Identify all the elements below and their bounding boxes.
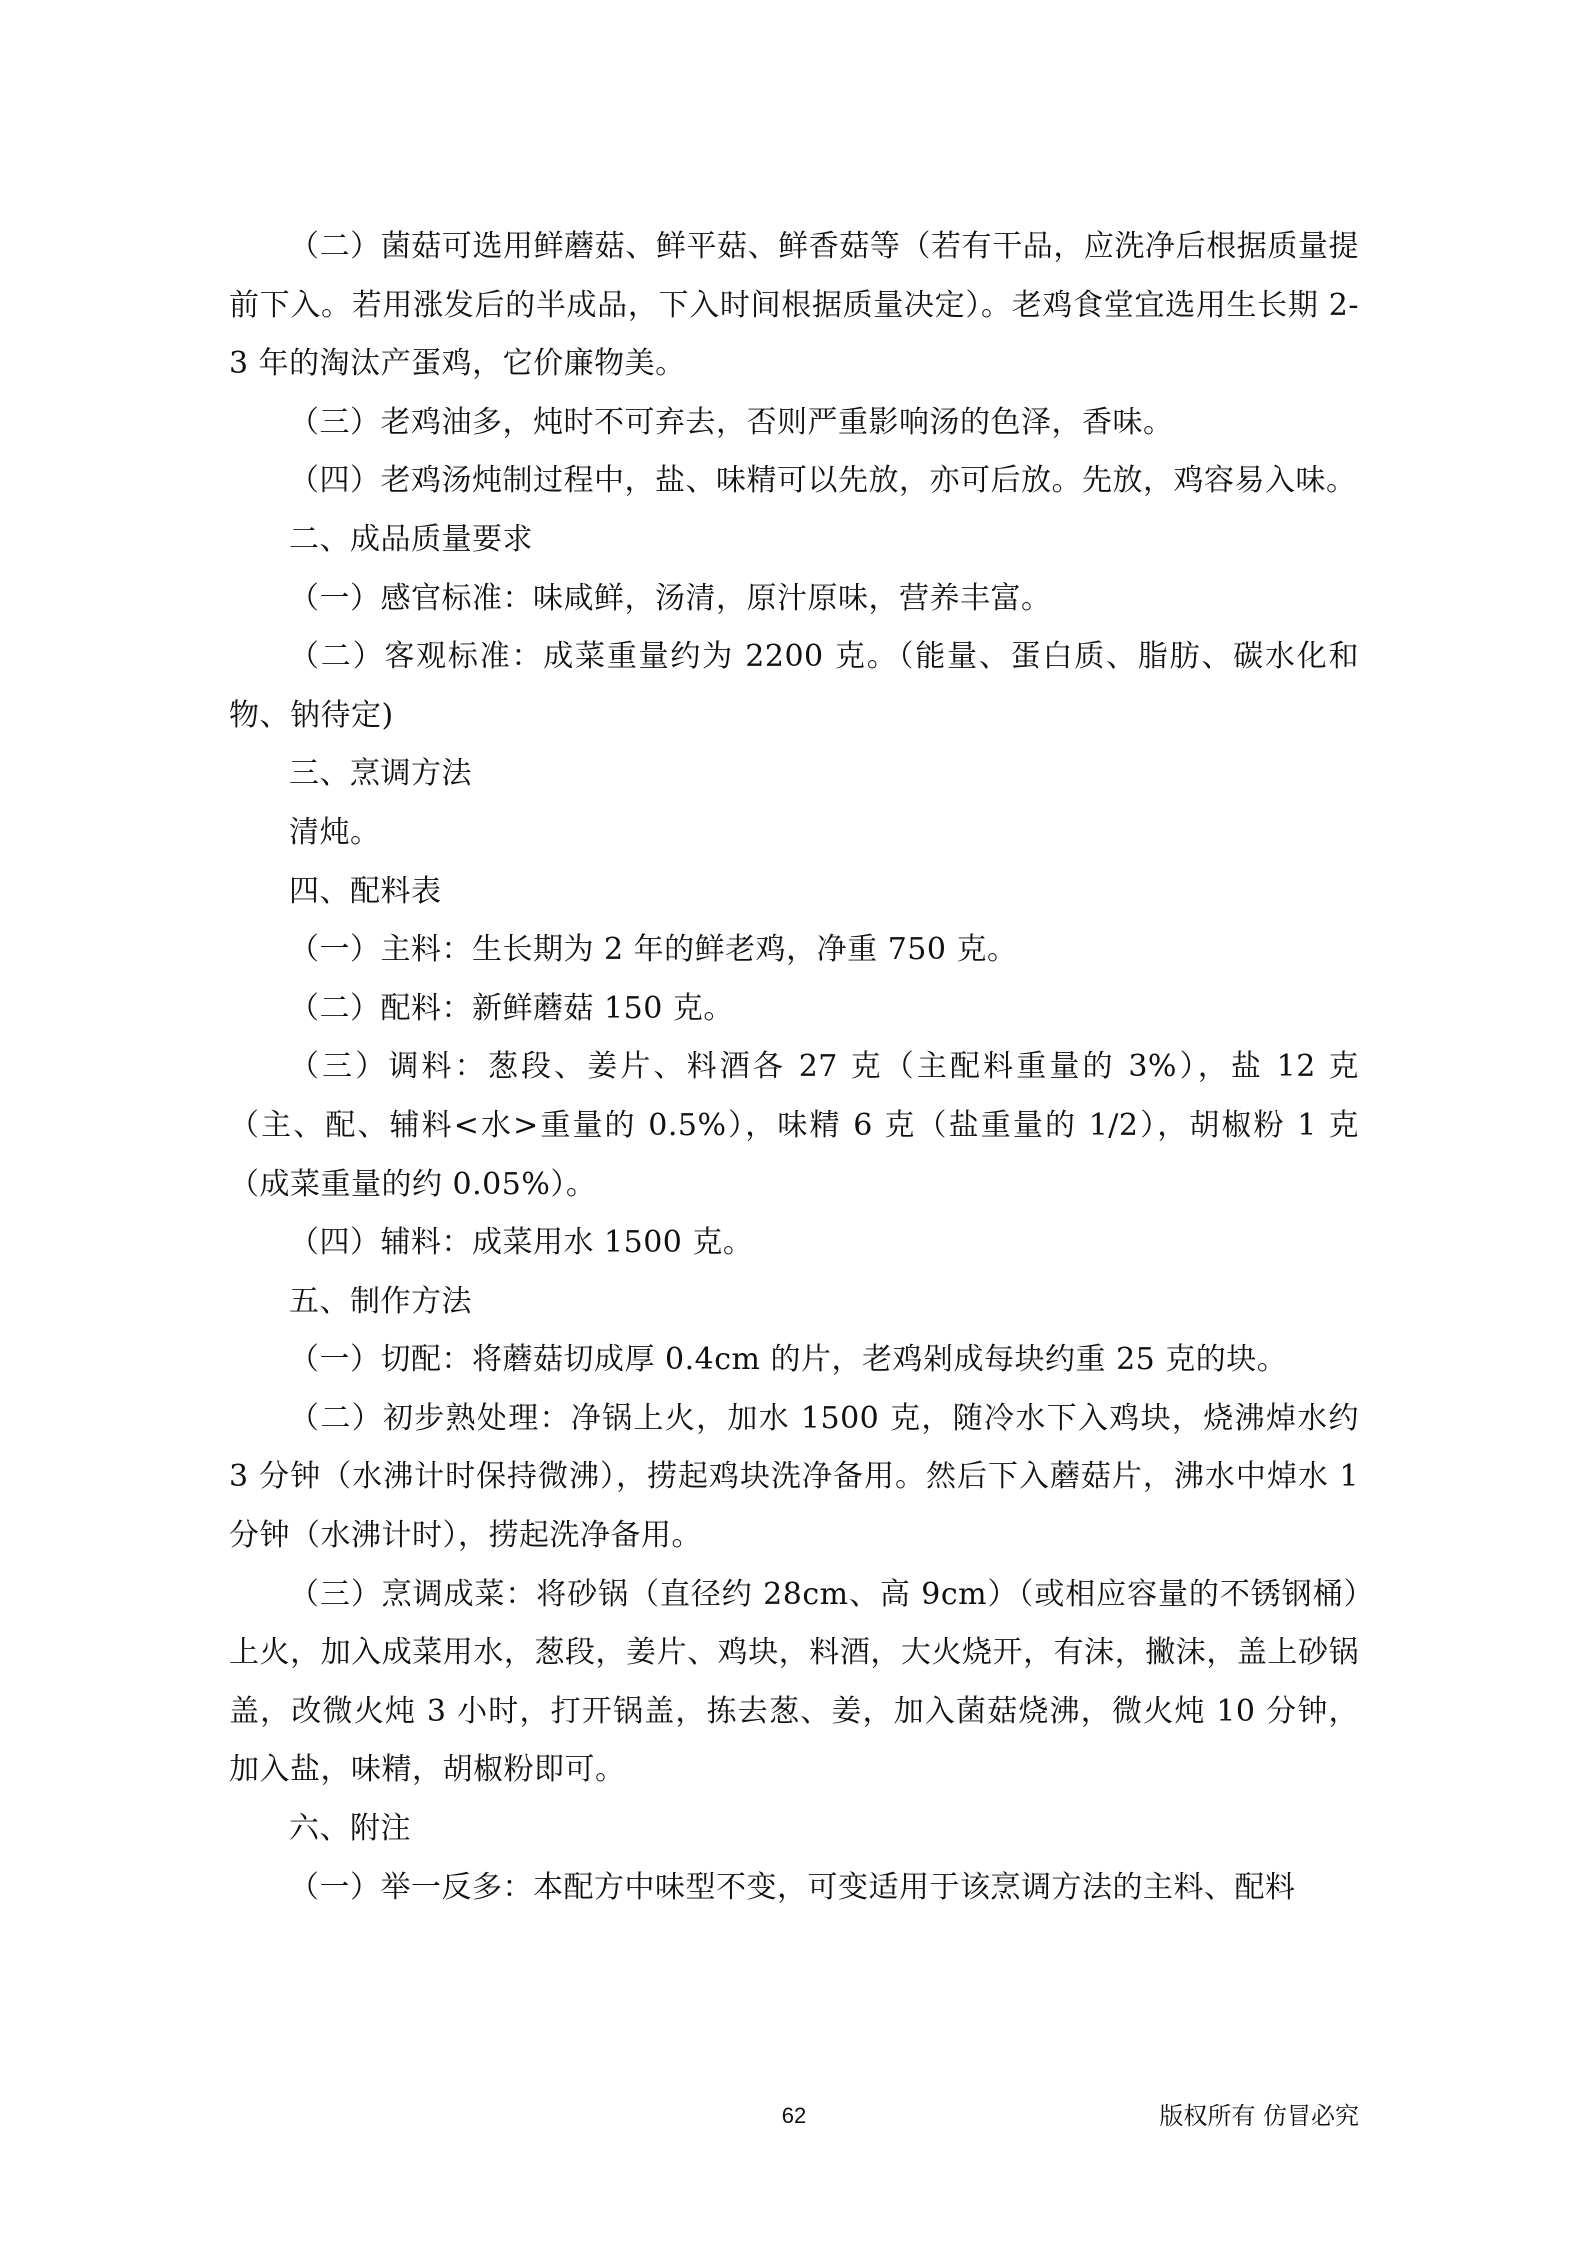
paragraph-stewing: （三）烹调成菜：将砂锅（直径约 28cm、高 9cm）（或相应容量的不锈钢桶）上火，加入成菜用水，葱段，姜片、鸡块，料酒，大火烧开，有沫，撇沫，盖上砂锅盖，改微火炖 3 小时，打开锅盖，拣去葱、姜，加入菌菇烧沸，微火炖 10 分钟，加入盐，味精，胡椒粉即可。 — [229, 1576, 1359, 1788]
section-heading-ingredients: 四、配料表 — [289, 873, 442, 909]
copyright-notice: 版权所有 仿冒必究 — [1159, 2102, 1359, 2130]
paragraph-blanching: （二）初步熟处理：净锅上火，加水 1500 克，随冷水下入鸡块，烧沸焯水约 3 分钟（水沸计时保持微沸），捞起鸡块洗净备用。然后下入蘑菇片，沸水中焯水 1 分钟（水沸计时），捞起洗净备用。 — [229, 1400, 1359, 1554]
paragraph-seasonings: （三）调料：葱段、姜片、料酒各 27 克（主配料重量的 3%），盐 12 克（主、配、辅料<水>重量的 0.5%），味精 6 克（盐重量的 1/2），胡椒粉 1 克（成菜重量的约 0.05%）。 — [229, 1049, 1359, 1202]
paragraph-cutting: （一）切配：将蘑菇切成厚 0.4cm 的片，老鸡剁成每块约重 25 克的块。 — [289, 1342, 1288, 1378]
paragraph-variation-note: （一）举一反多：本配方中味型不变，可变适用于该烹调方法的主料、配料 — [289, 1869, 1296, 1905]
section-heading-notes: 六、附注 — [289, 1811, 411, 1847]
paragraph-auxiliary-ingredient: （四）辅料：成菜用水 1500 克。 — [289, 1225, 754, 1261]
paragraph-seasoning-timing-note: （四）老鸡汤炖制过程中，盐、味精可以先放，亦可后放。先放，鸡容易入味。 — [289, 463, 1357, 499]
section-heading-preparation: 五、制作方法 — [289, 1283, 472, 1319]
paragraph-cooking-method: 清炖。 — [289, 814, 381, 850]
page-number: 62 — [781, 2103, 807, 2128]
page-footer — [229, 2096, 1359, 2136]
paragraph-chicken-fat-note: （三）老鸡油多，炖时不可弃去，否则严重影响汤的色泽，香味。 — [289, 404, 1174, 440]
paragraph-secondary-ingredient: （二）配料：新鲜蘑菇 150 克。 — [289, 990, 734, 1026]
paragraph-objective-standard: （二）客观标准：成菜重量约为 2200 克。（能量、蛋白质、脂肪、碳水化和物、钠待定) — [229, 639, 1359, 733]
section-heading-cooking-method: 三、烹调方法 — [289, 756, 472, 792]
document-body — [229, 218, 1359, 1917]
paragraph-main-ingredient: （一）主料：生长期为 2 年的鲜老鸡，净重 750 克。 — [289, 932, 1018, 968]
section-heading-quality: 二、成品质量要求 — [289, 521, 533, 557]
paragraph-sensory-standard: （一）感官标准：味咸鲜，汤清，原汁原味，营养丰富。 — [289, 580, 1052, 616]
paragraph-mushroom-note: （二）菌菇可选用鲜蘑菇、鲜平菇、鲜香菇等（若有干品，应洗净后根据质量提前下入。若用涨发后的半成品，下入时间根据质量决定）。老鸡食堂宜选用生长期 2-3 年的淘汰产蛋鸡，它价廉物美。 — [229, 229, 1359, 382]
